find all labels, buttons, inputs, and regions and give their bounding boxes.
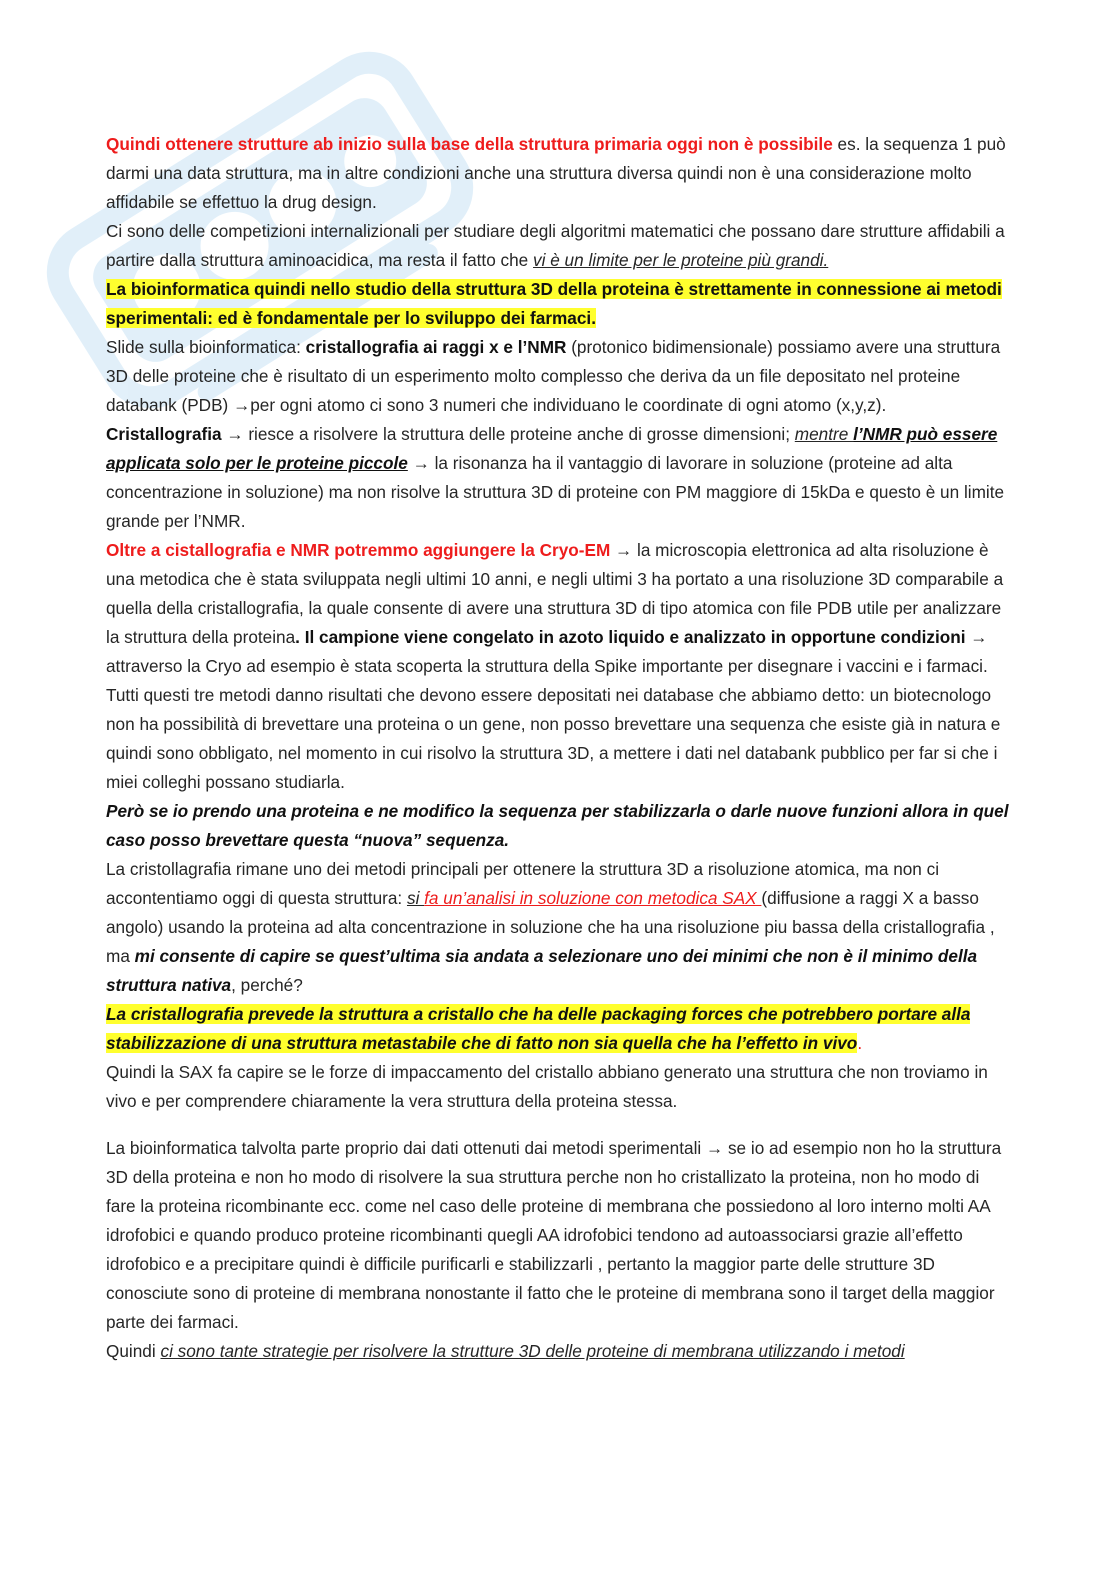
paragraph-text: → attraverso la Cryo ad esempio è stata scoperta la struttura della Spike importante per disegnare i vaccini e i farmaci.: [106, 627, 988, 676]
paragraph-5: [106, 420, 1011, 536]
paragraph-1: [106, 130, 1011, 217]
paragraph-text: → la microscopia elettronica ad alta risoluzione è una metodica che è stata sviluppata negli ultimi 10 anni, e negli ultimi 3 ha portato a una risoluzione 3D comparabile a quella della cristallografia, la quale consente di avere una struttura 3D di tipo atomica con file PDB utile per analizzare la struttura della proteina: [106, 540, 1004, 647]
paragraph-10: [106, 1000, 1011, 1058]
paragraph-text: Ci sono delle competizioni internalizionali per studiare degli algoritmi matematici che possano dare strutture affidabili a partire dalla struttura aminoacidica, ma resta il fatto che: [106, 221, 1005, 270]
bold-italic-text: Però se io prendo una proteina e ne modifico la sequenza per stabilizzarla o darle nuove funzioni allora in quel caso posso brevettare questa “nuova” sequenza.: [106, 801, 1009, 850]
paragraph-6: [106, 536, 1011, 681]
underlined-bold-italic-text: l’NMR può essere applicata solo per le proteine piccole: [106, 424, 998, 473]
paragraph-text: La cristollagrafia rimane uno dei metodi principali per ottenere la struttura 3D a risoluzione atomica, ma non ci accontentiamo oggi di questa struttura:: [106, 859, 940, 908]
paragraph-text: → riesce a risolvere la struttura delle proteine anche di grosse dimensioni;: [221, 424, 795, 444]
paragraph-text: La bioinformatica talvolta parte proprio dai dati ottenuti dai metodi sperimentali → se io ad esempio non ho la struttura 3D della proteina e non ho modo di risolvere la sua struttura perche non ho cristallizato la proteina, non ho modo di fare la proteina ricombinante ecc. come nel caso delle proteine di membrana che possiedono al loro interno molti AA idrofobici e quando produco proteine ricombinanti quegli AA idrofobici tendono ad autoassociarsi grazie all’effetto idrofobico e a precipitare quindi è difficile purificarli e stabilizzarli , pertanto la maggior parte delle strutture 3D conosciute sono di proteine di membrana nonostante il fatto che le proteine di membrana sono il target della maggior parte dei farmaci.: [106, 1138, 1002, 1332]
bold-text: . Il campione viene congelato in azoto liquido e analizzato in opportune condizioni: [295, 627, 966, 647]
paragraph-text: (diffusione a raggi X a basso angolo) usando la proteina ad alta concentrazione in soluzione che ha una risoluzione piu bassa della cristallografia , ma: [106, 888, 995, 966]
paragraph-12: [106, 1134, 1011, 1337]
paragraph-8: [106, 797, 1011, 855]
bold-text: Cristallografia: [106, 424, 222, 444]
underlined-italic-text: si: [406, 888, 425, 908]
red-heading-text: Oltre a cistallografia e NMR potremmo aggiungere la Cryo-EM: [106, 540, 611, 560]
paragraph-text: Slide sulla bioinformatica:: [106, 337, 306, 357]
paragraph-text: → la risonanza ha il vantaggio di lavorare in soluzione (proteine ad alta concentrazione in soluzione) ma non risolve la struttura 3D di proteine con PM maggiore di 15kDa e questo è un limite grande per l’NMR.: [106, 453, 1005, 531]
paragraph-13: [106, 1337, 1011, 1366]
bold-italic-text: mi consente di capire se quest’ultima sia andata a selezionare uno dei minimi che non è il minimo della struttura nativa: [106, 946, 978, 995]
right-arrow-icon: →: [233, 395, 251, 415]
paragraph-9: [106, 855, 1011, 1000]
highlighted-bold-text: La bioinformatica quindi nello studio della struttura 3D della proteina è strettamente in connessione ai metodi sperimentali: ed è fondamentale per lo sviluppo dei farmaci.: [106, 279, 1002, 328]
paragraph-text: , perché?: [231, 975, 303, 995]
paragraph-4: [106, 333, 1011, 420]
highlighted-bold-italic-text: La cristallografia prevede la struttura a cristallo che ha delle packaging forces che potrebbero portare alla stabilizzazione di una struttura metastabile che di fatto non sia quella che ha l’effetto in vivo: [106, 1004, 971, 1053]
paragraph-text: Quindi la SAX fa capire se le forze di impaccamento del cristallo abbiano generato una struttura che non troviamo in vivo e per comprendere chiaramente la vera struttura della proteina stessa.: [106, 1062, 988, 1111]
paragraph-text: .: [857, 1033, 863, 1053]
paragraph-text: es. la sequenza 1 può darmi una data struttura, ma in altre condizioni anche una struttura diversa quindi non è una considerazione molto affidabile se effettuo la drug design.: [106, 134, 1006, 212]
paragraph-text: per ogni atomo ci sono 3 numeri che individuano le coordinate di ogni atomo (x,y,z).: [250, 395, 887, 415]
document-body: [106, 130, 1011, 1366]
red-heading-text: Quindi ottenere strutture ab inizio sulla base della struttura primaria oggi non è possibile: [106, 134, 833, 154]
paragraph-7: [106, 681, 1011, 797]
paragraph-text: (protonico bidimensionale) possiamo avere una struttura 3D delle proteine che è risultato di un esperimento molto complesso che deriva da un file depositato nel proteine databank (PDB): [106, 337, 1001, 415]
paragraph-text: Quindi: [106, 1341, 161, 1361]
underlined-italic-text: vi è un limite per le proteine più grandi.: [533, 250, 829, 270]
bold-text: cristallografia ai raggi x e l’NMR: [305, 337, 567, 357]
underlined-italic-text: mentre: [794, 424, 854, 444]
paragraph-text: Tutti questi tre metodi danno risultati che devono essere depositati nei database che abbiamo detto: un biotecnologo non ha possibilità di brevettare una proteina o un gene, non posso brevettare una sequenza che esiste già in natura e quindi sono obbligato, nel momento in cui risolvo la struttura 3D, a mettere i dati nel databank pubblico per far si che i miei colleghi possano studiarla.: [106, 685, 1001, 792]
red-underlined-italic-text: fa un’analisi in soluzione con metodica SAX: [424, 888, 762, 908]
paragraph-3: [106, 275, 1011, 333]
underlined-italic-text: ci sono tante strategie per risolvere la strutture 3D delle proteine di membrana utilizzando i metodi: [160, 1341, 905, 1361]
paragraph-2: [106, 217, 1011, 275]
paragraph-11: [106, 1058, 1011, 1116]
